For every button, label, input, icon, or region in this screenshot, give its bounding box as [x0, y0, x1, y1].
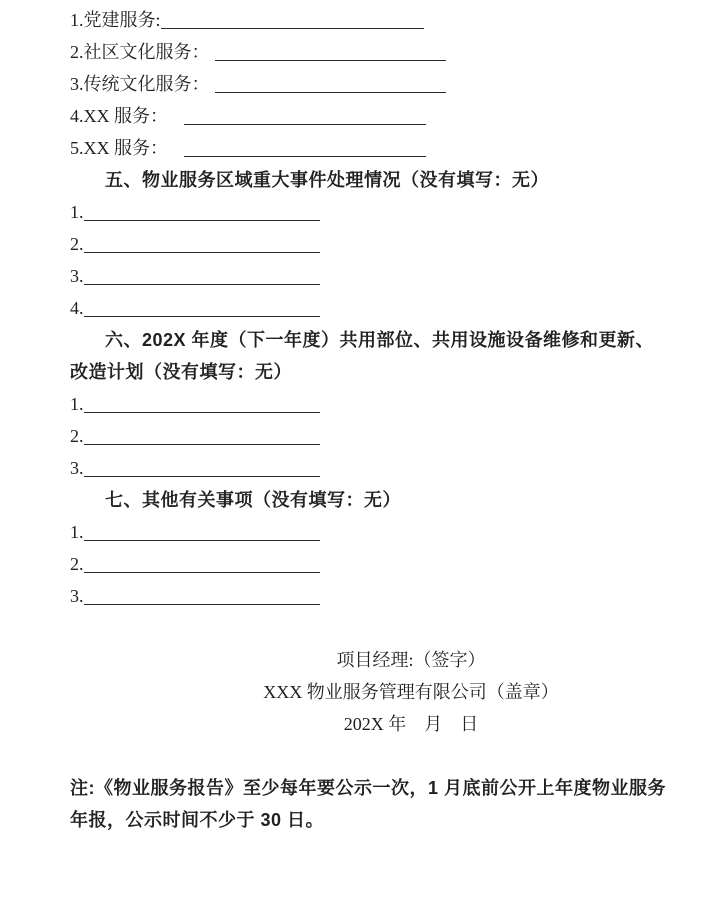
section-five-blank-4 [70, 292, 642, 324]
section-six-heading-line2: 改造计划（没有填写：无） [70, 362, 292, 382]
fill-in-blank [84, 476, 320, 477]
project-manager-signature-line: 项目经理:（签字） [336, 650, 486, 670]
service-line-4 [70, 100, 642, 132]
blank-number: 3. [70, 266, 84, 286]
section-seven-blank-2 [70, 548, 642, 580]
section-six-heading-line1: 六、202X 年度（下一年度）共用部位、共用设施设备维修和更新、 [105, 330, 655, 350]
blank-number: 3. [70, 586, 84, 606]
section-five-heading: 五、物业服务区域重大事件处理情况（没有填写：无） [105, 170, 549, 190]
vertical-gap [70, 740, 642, 772]
fill-in-blank [84, 284, 320, 285]
fill-in-blank [215, 60, 446, 61]
service-label-5: 5.XX 服务： [70, 138, 168, 158]
footnote-line-1: 注:《物业服务报告》至少每年要公示一次，1 月底前公开上年度物业服务 [70, 778, 667, 798]
blank-number: 4. [70, 298, 84, 318]
service-label-4: 4.XX 服务： [70, 106, 168, 126]
fill-in-blank [84, 220, 320, 221]
service-line-1 [70, 4, 642, 36]
section-seven-blank-3 [70, 580, 642, 612]
signature-block [180, 644, 642, 740]
section-seven-blank-1 [70, 516, 642, 548]
fill-in-blank [184, 156, 426, 157]
blank-number: 1. [70, 522, 84, 542]
fill-in-blank [84, 444, 320, 445]
blank-number: 2. [70, 234, 84, 254]
section-six-blank-1 [70, 388, 642, 420]
date-line: 202X 年 月 日 [343, 714, 479, 734]
section-five-blank-2 [70, 228, 642, 260]
service-line-3 [70, 68, 642, 100]
fill-in-blank [84, 252, 320, 253]
fill-in-blank [84, 604, 320, 605]
vertical-gap [70, 612, 642, 644]
section-five-blank-1 [70, 196, 642, 228]
fill-in-blank [215, 92, 446, 93]
service-label-2: 2.社区文化服务： [70, 42, 210, 62]
fill-in-blank [161, 28, 424, 29]
service-label-3: 3.传统文化服务： [70, 74, 210, 94]
blank-number: 1. [70, 202, 84, 222]
blank-number: 1. [70, 394, 84, 414]
service-line-2 [70, 36, 642, 68]
section-six-blank-2 [70, 420, 642, 452]
fill-in-blank [84, 572, 320, 573]
footnote [70, 772, 667, 836]
section-five-blank-3 [70, 260, 642, 292]
blank-number: 2. [70, 554, 84, 574]
fill-in-blank [184, 124, 426, 125]
service-line-5 [70, 132, 642, 164]
fill-in-blank [84, 412, 320, 413]
section-seven-heading: 七、其他有关事项（没有填写：无） [105, 490, 401, 510]
blank-number: 2. [70, 426, 84, 446]
footnote-line-2: 年报，公示时间不少于 30 日。 [70, 810, 325, 830]
fill-in-blank [84, 540, 320, 541]
fill-in-blank [84, 316, 320, 317]
section-six-blank-3 [70, 452, 642, 484]
company-seal-line: XXX 物业服务管理有限公司（盖章） [263, 682, 559, 702]
blank-number: 3. [70, 458, 84, 478]
service-label-1: 1.党建服务: [70, 10, 161, 30]
